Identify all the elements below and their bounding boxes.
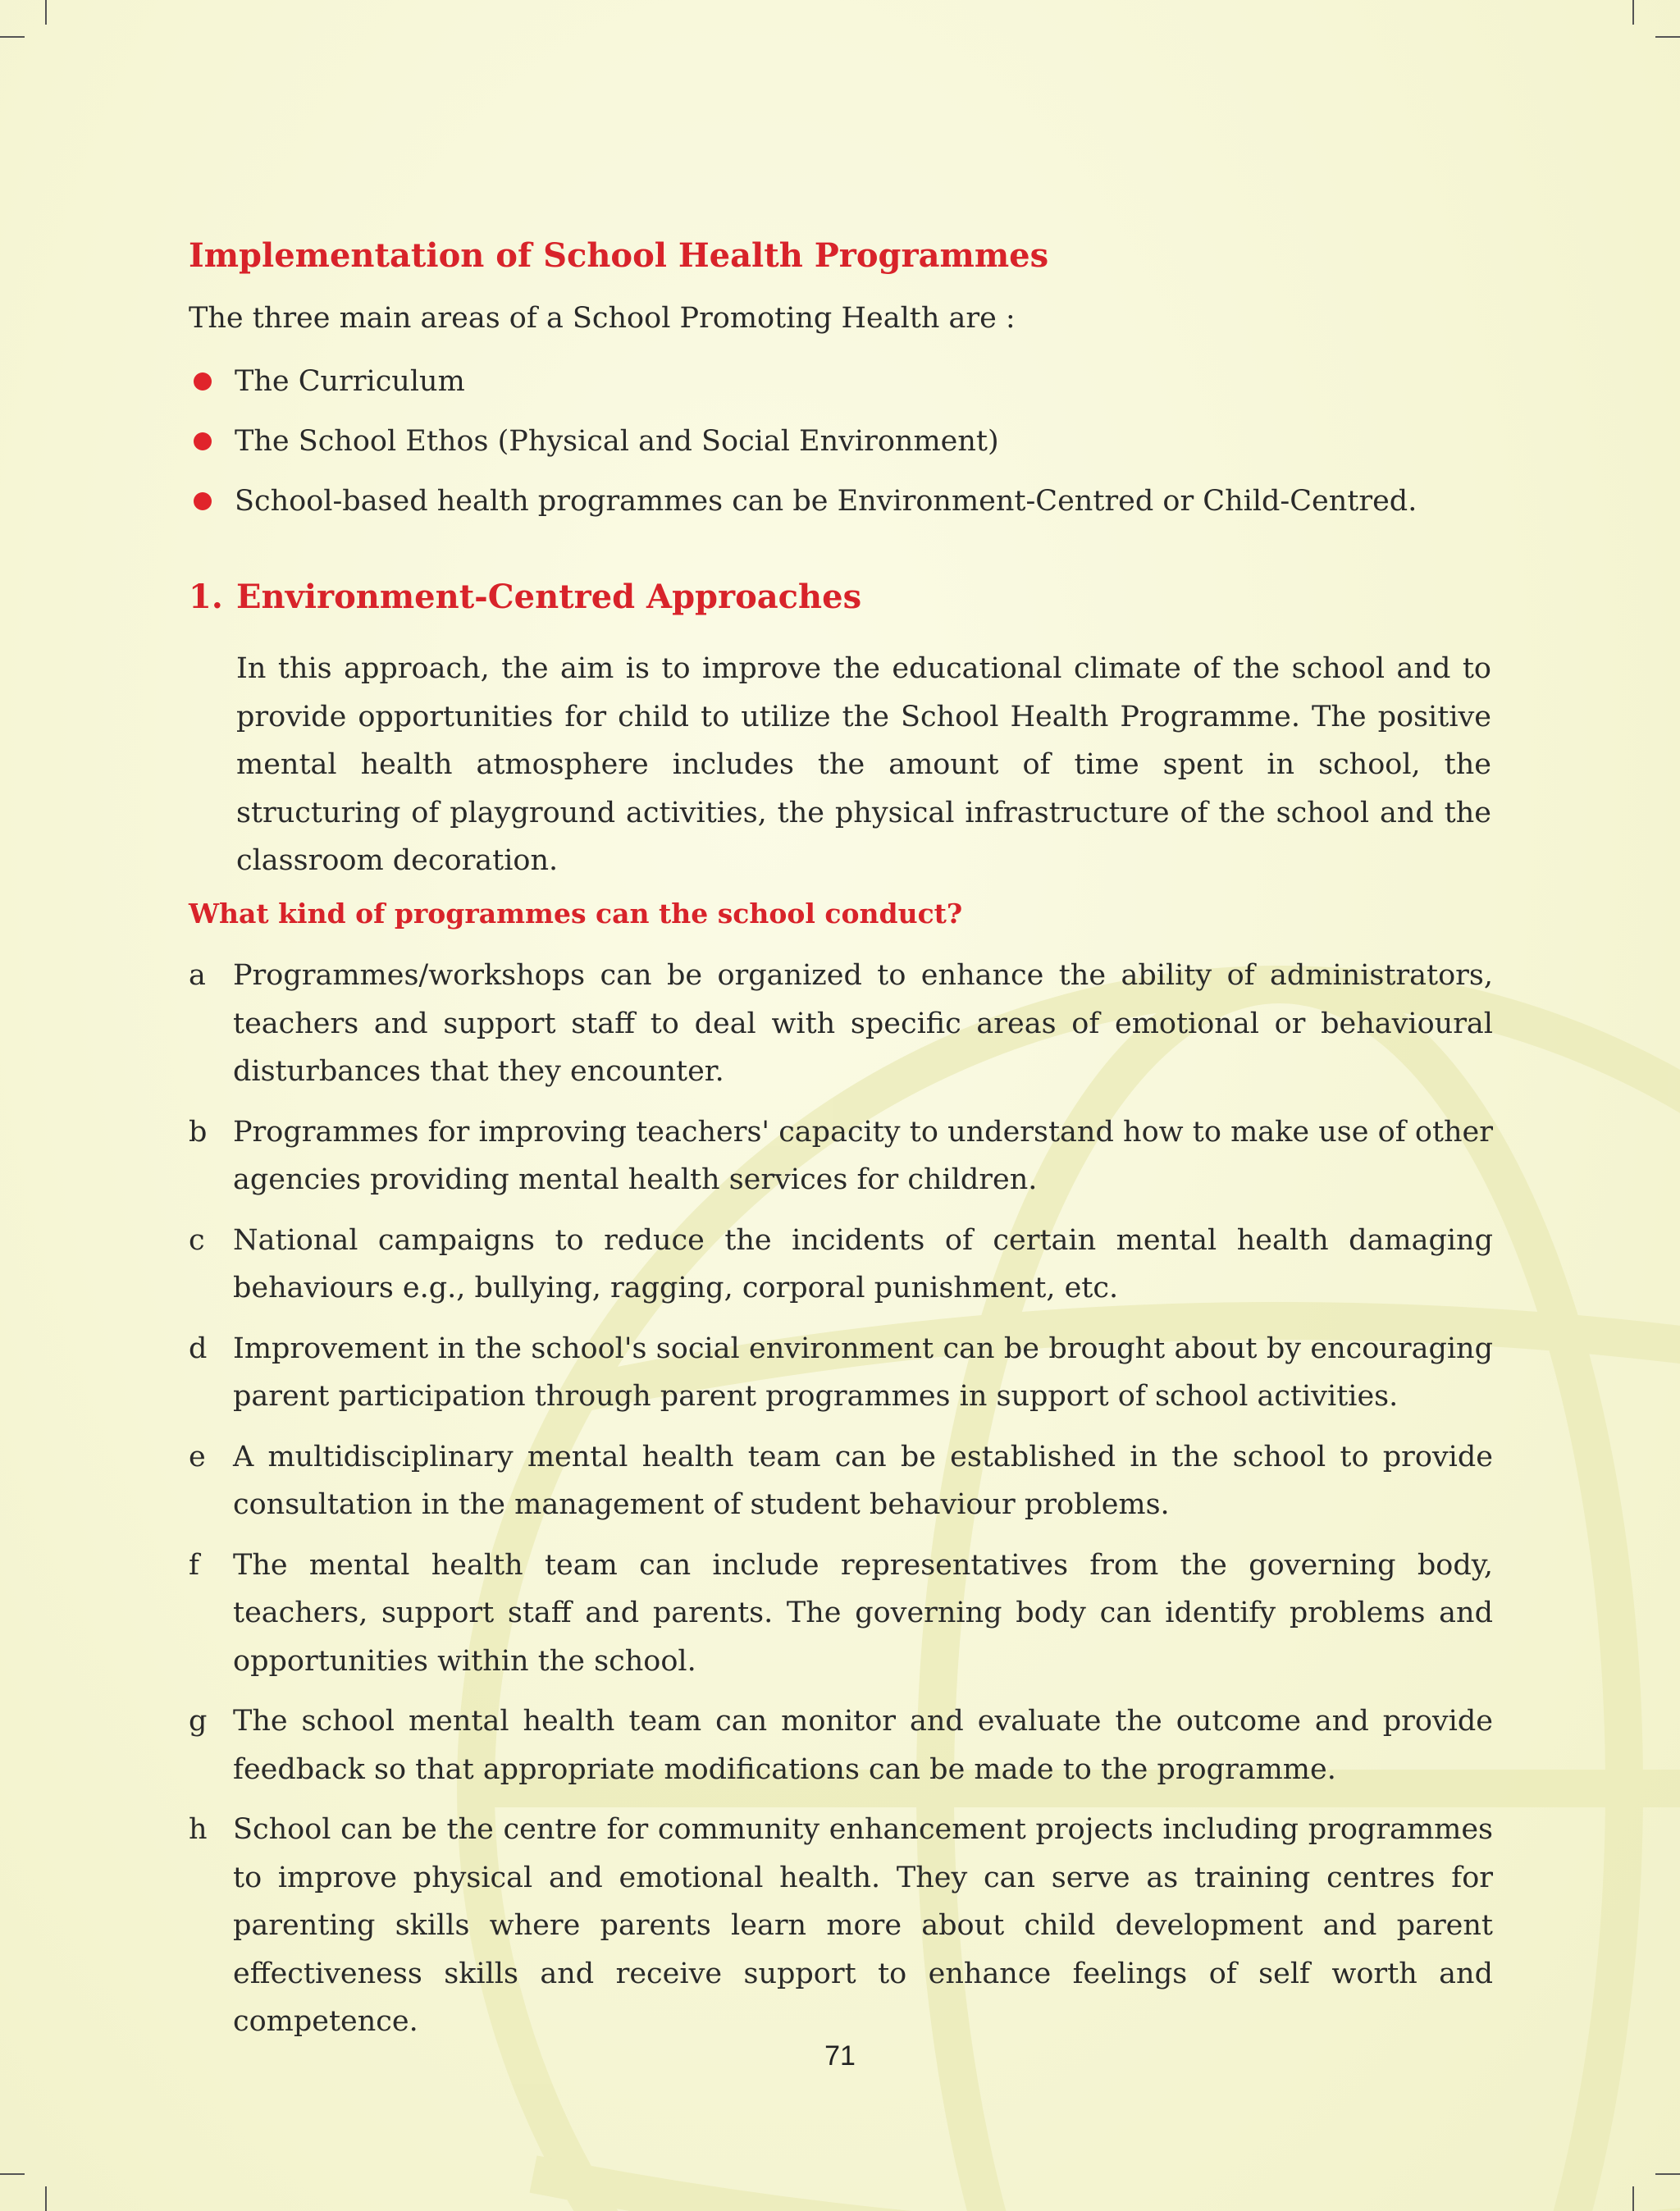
list-item [189, 1217, 1493, 1313]
crop-mark [1655, 36, 1680, 38]
item-letter: d [189, 1332, 208, 1365]
section-title: Environment-Centred Approaches [236, 578, 862, 616]
programmes-list [189, 952, 1493, 2058]
list-item [189, 421, 1417, 481]
item-text: School can be the centre for community enhancement projects including programmes to improve physical and emotional health. They can serve as training centres for parenting skills where parents learn more about child development and parent effectiveness skills and receive support to enhance feelings of self worth and competence. [233, 1813, 1493, 2038]
crop-mark [0, 36, 25, 38]
item-letter: c [189, 1223, 205, 1257]
bullet-icon [194, 432, 212, 450]
item-text: The mental health team can include representatives from the governing body, teachers, support staff and parents. The governing body can identify problems and opportunities within the school. [233, 1548, 1493, 1678]
item-letter: h [189, 1813, 208, 1846]
bullet-icon [194, 492, 212, 510]
item-letter: g [189, 1705, 208, 1738]
list-item-text: School-based health programmes can be Environment-Centred or Child-Centred. [235, 485, 1418, 518]
bullet-icon [194, 372, 212, 391]
crop-mark [1655, 2173, 1680, 2175]
item-text: The school mental health team can monitor and evaluate the outcome and provide feedback so that appropriate modifications can be made to the programme. [233, 1705, 1493, 1786]
crop-mark [0, 2173, 25, 2175]
page-number: 71 [824, 2040, 856, 2072]
list-item [189, 952, 1493, 1096]
intro-text: The three main areas of a School Promoting Health are : [189, 302, 1016, 335]
item-letter: b [189, 1115, 208, 1149]
list-item [189, 1433, 1493, 1529]
item-text: Improvement in the school's social environment can be brought about by encouraging parent participation through parent programmes in support of school activities. [233, 1332, 1493, 1413]
crop-mark [45, 2186, 47, 2211]
list-item [189, 1542, 1493, 1686]
section-heading [189, 578, 861, 616]
item-letter: e [189, 1440, 206, 1473]
section-number: 1. [189, 578, 223, 616]
section-paragraph: In this approach, the aim is to improve the educational climate of the school and to provide opportunities for child to utilize the School Health Programme. The positive mental health atmosphere includes the amount of time spent in school, the structuring of playground activities, the physical infrastructure of the school and the classroom decoration. [236, 652, 1491, 877]
item-text: A multidisciplinary mental health team can be established in the school to provide consultation in the management of student behaviour problems. [233, 1440, 1493, 1521]
list-item-text: The Curriculum [235, 365, 465, 398]
list-item-text: The School Ethos (Physical and Social Environment) [235, 425, 999, 458]
page-title: Implementation of School Health Programmes [189, 236, 1049, 275]
list-item [189, 361, 1417, 421]
crop-mark [1632, 2186, 1634, 2211]
item-text: Programmes for improving teachers' capacity to understand how to make use of other agencies providing mental health services for children. [233, 1115, 1493, 1196]
sub-heading: What kind of programmes can the school conduct? [189, 898, 963, 930]
item-text: National campaigns to reduce the incidents of certain mental health damaging behaviours e.g., bullying, ragging, corporal punishment, etc. [233, 1223, 1493, 1304]
list-item [189, 1325, 1493, 1421]
crop-mark [1632, 0, 1634, 25]
item-letter: f [189, 1548, 199, 1582]
item-letter: a [189, 959, 206, 992]
main-areas-list [189, 361, 1417, 541]
crop-mark [45, 0, 47, 25]
list-item [189, 1108, 1493, 1204]
list-item [189, 1806, 1493, 2046]
list-item [189, 1697, 1493, 1793]
item-text: Programmes/workshops can be organized to enhance the ability of administrators, teachers and support staff to deal with specific areas of emotional or behavioural disturbances that they encounter. [233, 959, 1493, 1088]
list-item [189, 481, 1417, 541]
